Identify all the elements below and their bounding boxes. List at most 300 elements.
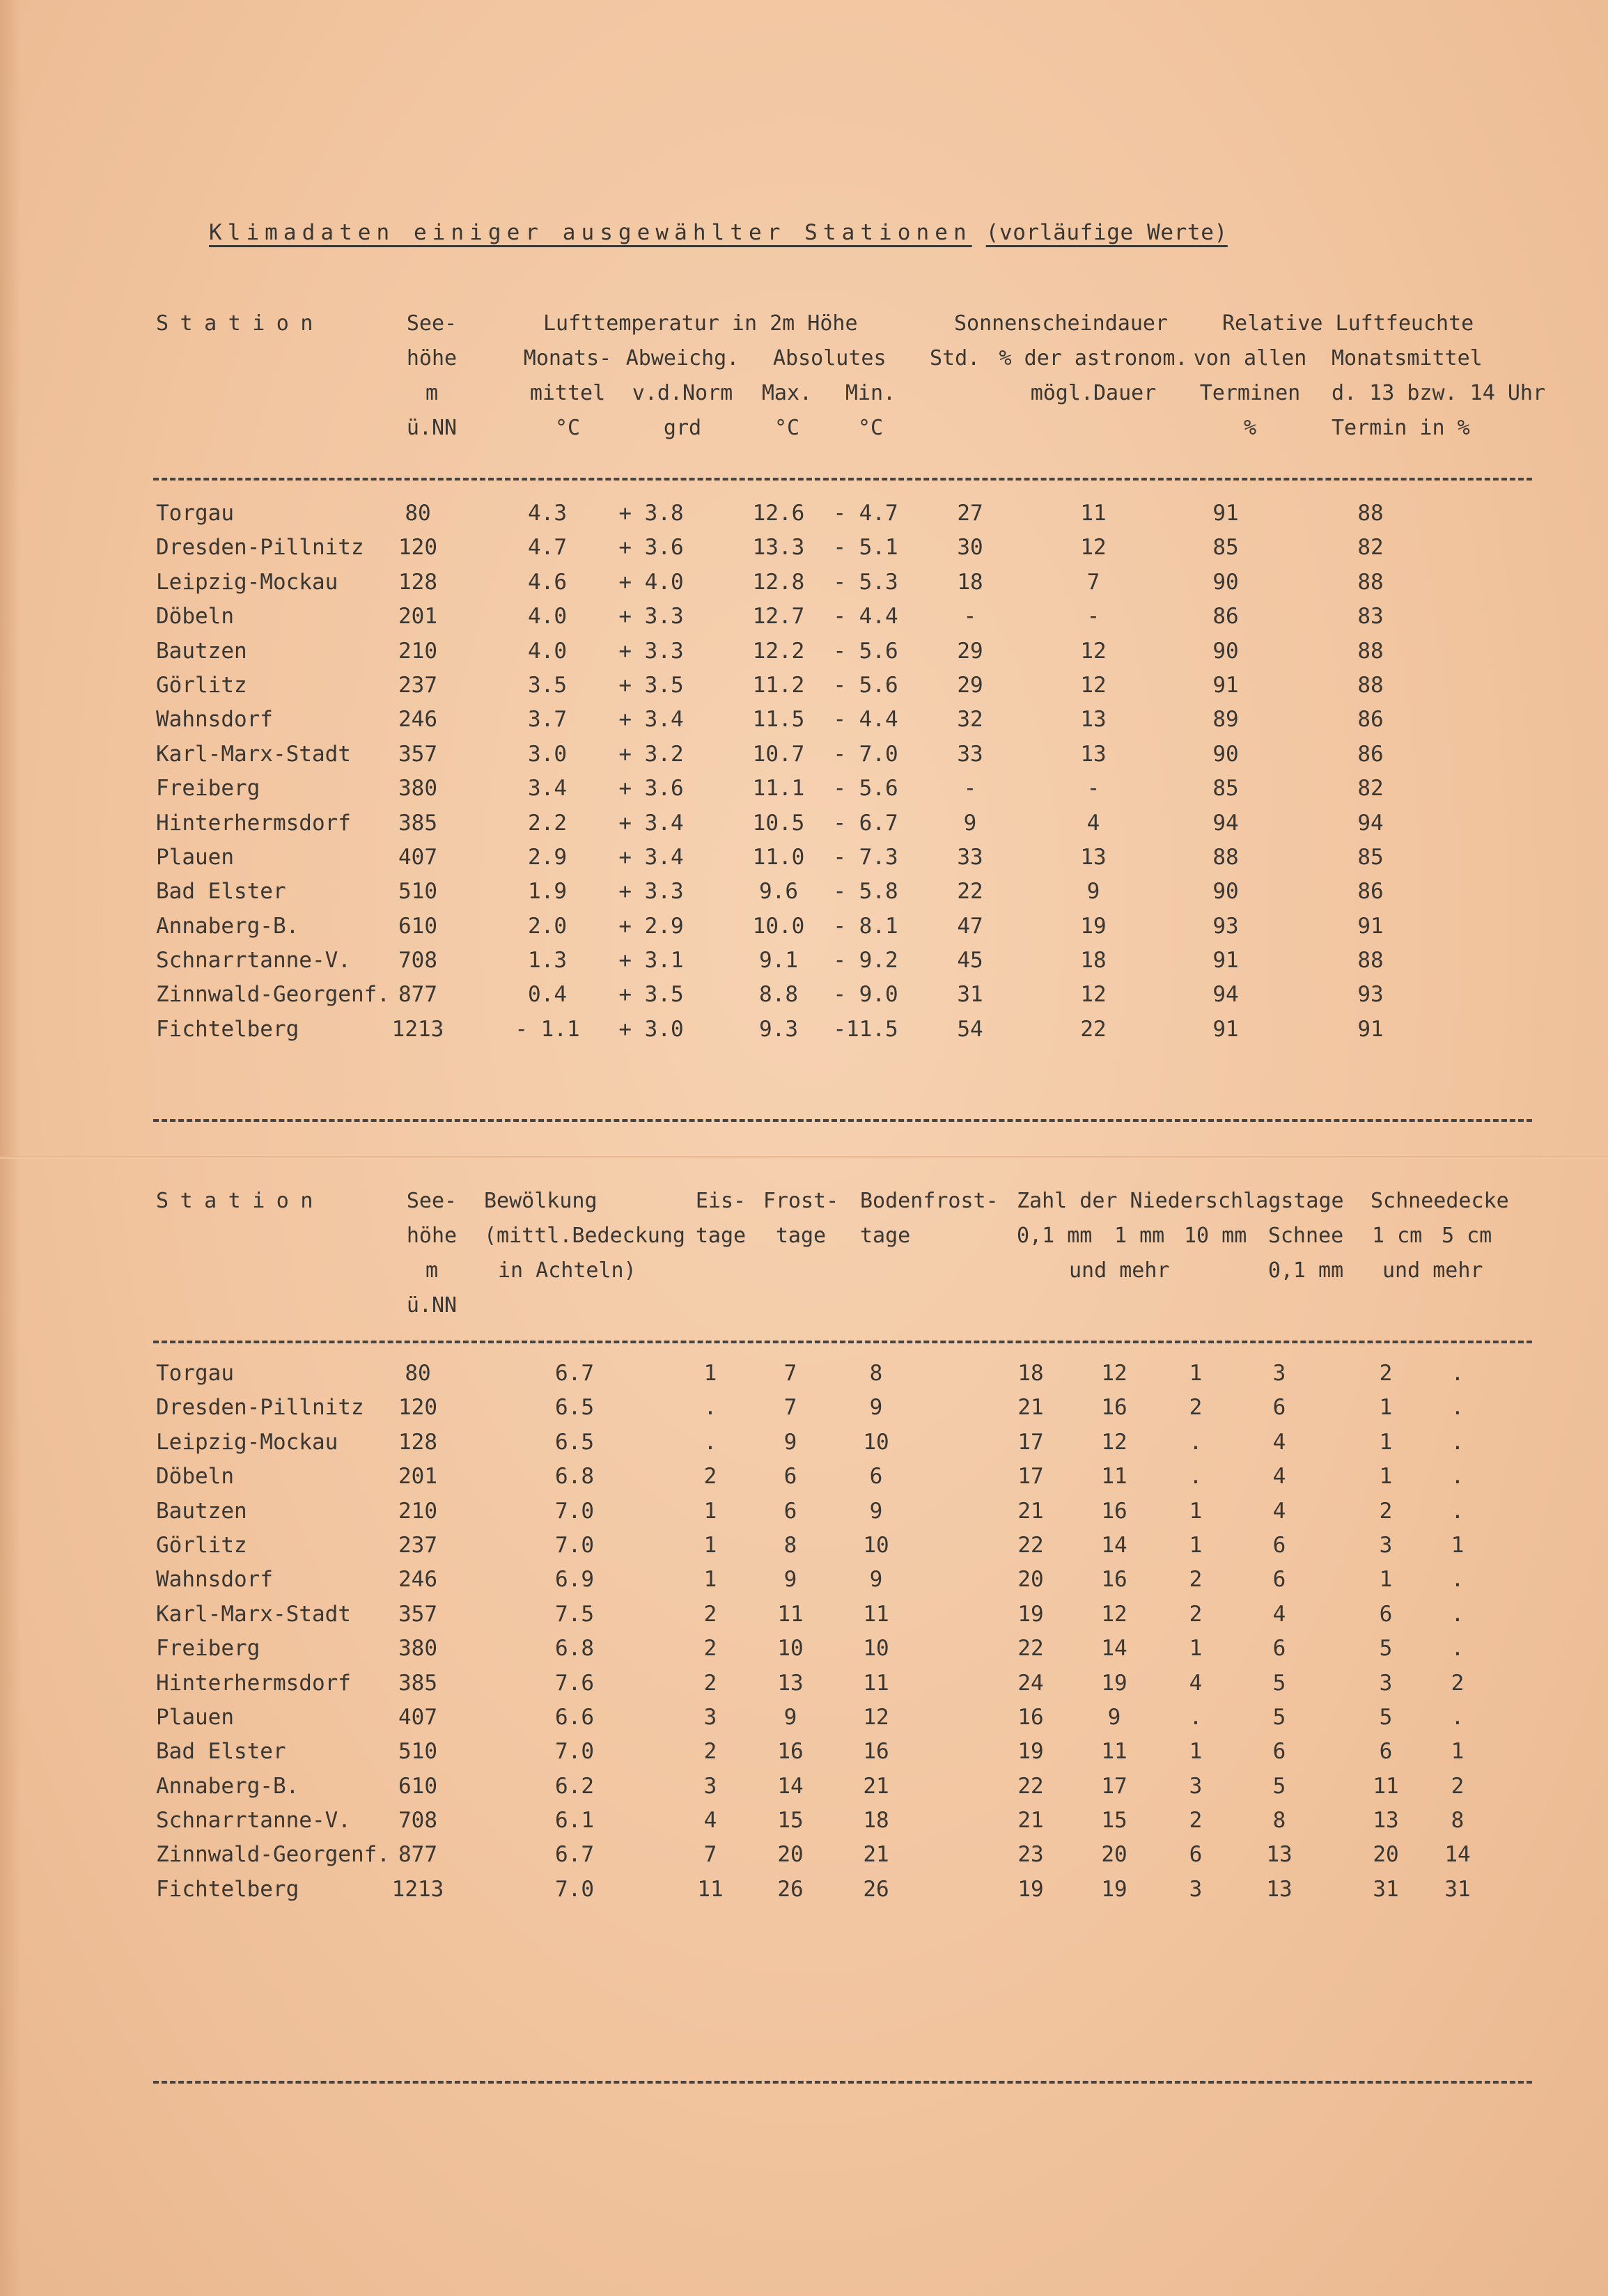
- t2-header-sd5: 5 cm: [1442, 1224, 1492, 1248]
- cell-n1: 12: [1101, 1429, 1127, 1455]
- cell-abweichung: + 3.5: [618, 672, 684, 698]
- cell-sd1: 1: [1379, 1429, 1393, 1455]
- t2-header-niederschlag: Zahl der Niederschlagstage: [1017, 1189, 1344, 1213]
- cell-station-name: Görlitz: [156, 1532, 247, 1558]
- cell-feuchte-alle: 91: [1212, 501, 1239, 526]
- table-row: [0, 1770, 1608, 1804]
- t1-monatsmittel-l1: Monats-: [523, 346, 612, 370]
- t1-header-divider: [153, 478, 1532, 481]
- cell-bodenfrosttage: 10: [863, 1429, 889, 1455]
- cell-min: -11.5: [833, 1016, 898, 1042]
- t1-header-von-allen: [1187, 341, 1313, 446]
- table-row: [0, 978, 1608, 1012]
- t1-header-seehoehe: [390, 306, 474, 446]
- cell-station-name: Bad Elster: [156, 879, 286, 905]
- cell-max: 12.2: [752, 638, 805, 664]
- cell-bewoelkung: 6.8: [555, 1464, 594, 1490]
- t2-bewoelkung-l1: Bewölkung: [484, 1189, 598, 1213]
- cell-n01: 21: [1017, 1498, 1044, 1524]
- table-row: [0, 1494, 1608, 1529]
- cell-max: 8.8: [759, 982, 798, 1008]
- cell-abweichung: + 3.0: [618, 1016, 684, 1042]
- cell-monatsmittel: 4.7: [528, 535, 567, 561]
- t1-von-allen-l3: %: [1243, 416, 1257, 440]
- cell-sd1: 11: [1373, 1773, 1399, 1799]
- cell-feuchte-alle: 88: [1212, 844, 1239, 870]
- cell-frosttage: 9: [783, 1567, 797, 1593]
- cell-sd5: .: [1451, 1704, 1465, 1730]
- cell-station-name: Schnarrtanne-V.: [156, 1808, 351, 1834]
- table2-body: [0, 1357, 1608, 1907]
- cell-sonnenschein-prozent: 19: [1080, 913, 1107, 939]
- t1-seehoehe-l1: See-: [406, 311, 458, 336]
- page-title: [209, 220, 1228, 245]
- cell-feuchte-alle: 94: [1212, 810, 1239, 836]
- cell-seehoehe: 385: [398, 1670, 437, 1696]
- cell-n01: 22: [1017, 1773, 1044, 1799]
- cell-frosttage: 13: [777, 1670, 804, 1696]
- cell-schnee: 8: [1272, 1808, 1286, 1834]
- cell-max: 10.5: [752, 810, 805, 836]
- cell-schnee: 4: [1272, 1601, 1286, 1627]
- cell-sonnenschein-prozent: 22: [1080, 1016, 1107, 1042]
- cell-bodenfrosttage: 26: [863, 1876, 889, 1902]
- t1-monatsmittel-f-l3: Termin in %: [1332, 416, 1470, 440]
- cell-monatsmittel: - 1.1: [515, 1016, 580, 1042]
- cell-monatsmittel: 4.0: [528, 604, 567, 630]
- table-row: [0, 1598, 1608, 1632]
- title-main: Klimadaten einiger ausgewählter Stationen: [209, 220, 972, 245]
- cell-abweichung: + 3.6: [618, 535, 684, 561]
- cell-eistage: 2: [703, 1670, 717, 1696]
- cell-n01: 24: [1017, 1670, 1044, 1696]
- cell-feuchte-alle: 93: [1212, 913, 1239, 939]
- cell-sonnenschein-prozent: 11: [1080, 501, 1107, 526]
- cell-feuchte-termin: 88: [1357, 569, 1384, 595]
- t1-seehoehe-l3: m: [425, 381, 439, 405]
- cell-sd5: .: [1451, 1601, 1465, 1627]
- cell-station-name: Freiberg: [156, 776, 260, 802]
- cell-n1: 12: [1101, 1361, 1127, 1386]
- cell-min: - 9.0: [833, 982, 898, 1008]
- cell-n10: 2: [1189, 1567, 1203, 1593]
- t1-header-absolutes: Absolutes: [773, 346, 887, 370]
- cell-sonnenschein-std: 33: [957, 844, 983, 870]
- cell-sonnenschein-prozent: 7: [1086, 569, 1100, 595]
- cell-sonnenschein-std: 30: [957, 535, 983, 561]
- cell-feuchte-termin: 91: [1357, 913, 1384, 939]
- cell-sonnenschein-std: 9: [963, 810, 977, 836]
- cell-frosttage: 15: [777, 1808, 804, 1834]
- cell-abweichung: + 3.3: [618, 879, 684, 905]
- cell-n01: 21: [1017, 1395, 1044, 1421]
- cell-frosttage: 7: [783, 1395, 797, 1421]
- cell-station-name: Karl-Marx-Stadt: [156, 741, 351, 767]
- cell-n10: 6: [1189, 1842, 1203, 1868]
- cell-n10: 2: [1189, 1601, 1203, 1627]
- cell-eistage: 2: [703, 1636, 717, 1662]
- cell-station-name: Torgau: [156, 1361, 234, 1386]
- cell-station-name: Görlitz: [156, 672, 247, 698]
- cell-min: - 6.7: [833, 810, 898, 836]
- cell-frosttage: 9: [783, 1429, 797, 1455]
- table-row: [0, 1873, 1608, 1907]
- t1-seehoehe-l2: höhe: [406, 346, 458, 370]
- cell-sd5: .: [1451, 1361, 1465, 1386]
- cell-frosttage: 8: [783, 1532, 797, 1558]
- cell-schnee: 5: [1272, 1670, 1286, 1696]
- cell-n10: 1: [1189, 1636, 1203, 1662]
- t2-header-divider: [153, 1341, 1532, 1343]
- cell-feuchte-termin: 83: [1357, 604, 1384, 630]
- cell-sonnenschein-std: 47: [957, 913, 983, 939]
- cell-sd1: 5: [1379, 1636, 1393, 1662]
- cell-abweichung: + 3.4: [618, 707, 684, 733]
- cell-sonnenschein-std: 27: [957, 501, 983, 526]
- t2-seehoehe-l4: ü.NN: [406, 1293, 458, 1318]
- t2-bewoelkung-l3: in Achteln): [498, 1258, 637, 1283]
- cell-sd5: .: [1451, 1636, 1465, 1662]
- cell-station-name: Zinnwald-Georgenf.: [156, 1842, 390, 1868]
- cell-eistage: 7: [703, 1842, 717, 1868]
- cell-max: 11.0: [752, 844, 805, 870]
- cell-bewoelkung: 6.7: [555, 1842, 594, 1868]
- t2-schnee-l2: 0,1 mm: [1267, 1258, 1344, 1283]
- cell-seehoehe: 128: [398, 569, 437, 595]
- cell-seehoehe: 510: [398, 879, 437, 905]
- cell-feuchte-termin: 82: [1357, 535, 1384, 561]
- cell-monatsmittel: 1.3: [528, 948, 567, 974]
- cell-schnee: 6: [1272, 1636, 1286, 1662]
- cell-n10: 1: [1189, 1498, 1203, 1524]
- cell-eistage: 3: [703, 1704, 717, 1730]
- cell-seehoehe: 246: [398, 707, 437, 733]
- table-row: [0, 1357, 1608, 1391]
- table-row: [0, 944, 1608, 978]
- cell-sonnenschein-std: 31: [957, 982, 983, 1008]
- cell-sonnenschein-std: 29: [957, 638, 983, 664]
- cell-sonnenschein-prozent: 12: [1080, 672, 1107, 698]
- cell-eistage: 1: [703, 1361, 717, 1386]
- cell-n01: 17: [1017, 1464, 1044, 1490]
- t1-von-allen-l2: Terminen: [1199, 381, 1301, 405]
- cell-n01: 22: [1017, 1636, 1044, 1662]
- cell-max: 11.2: [752, 672, 805, 698]
- cell-abweichung: + 3.5: [618, 982, 684, 1008]
- cell-feuchte-alle: 91: [1212, 948, 1239, 974]
- cell-bewoelkung: 7.0: [555, 1739, 594, 1765]
- cell-sd1: 3: [1379, 1670, 1393, 1696]
- cell-n01: 18: [1017, 1361, 1044, 1386]
- cell-n1: 9: [1107, 1704, 1121, 1730]
- cell-eistage: 2: [703, 1601, 717, 1627]
- cell-seehoehe: 385: [398, 810, 437, 836]
- cell-monatsmittel: 1.9: [528, 879, 567, 905]
- cell-monatsmittel: 3.7: [528, 707, 567, 733]
- cell-feuchte-alle: 94: [1212, 982, 1239, 1008]
- t2-header-schneedecke: Schneedecke: [1371, 1189, 1509, 1213]
- cell-bodenfrosttage: 9: [869, 1395, 883, 1421]
- cell-sonnenschein-std: -: [963, 604, 977, 630]
- cell-monatsmittel: 2.0: [528, 913, 567, 939]
- cell-bodenfrosttage: 11: [863, 1601, 889, 1627]
- table1-body: [0, 497, 1608, 1047]
- t1-monatsmittel-f-l1: Monatsmittel: [1332, 346, 1483, 370]
- cell-feuchte-alle: 86: [1212, 604, 1239, 630]
- cell-n01: 22: [1017, 1532, 1044, 1558]
- cell-seehoehe: 201: [398, 1464, 437, 1490]
- cell-bodenfrosttage: 6: [869, 1464, 883, 1490]
- cell-bodenfrosttage: 10: [863, 1636, 889, 1662]
- cell-seehoehe: 708: [398, 948, 437, 974]
- cell-seehoehe: 407: [398, 844, 437, 870]
- cell-sonnenschein-std: 54: [957, 1016, 983, 1042]
- cell-sonnenschein-std: -: [963, 776, 977, 802]
- cell-seehoehe: 357: [398, 1601, 437, 1627]
- t2-header-n01: 0,1 mm: [1017, 1224, 1093, 1248]
- cell-bewoelkung: 6.7: [555, 1361, 594, 1386]
- cell-seehoehe: 201: [398, 604, 437, 630]
- t2-header-frosttage: [756, 1184, 846, 1254]
- cell-feuchte-alle: 90: [1212, 569, 1239, 595]
- cell-station-name: Bautzen: [156, 1498, 247, 1524]
- cell-n10: 2: [1189, 1395, 1203, 1421]
- cell-sd1: 2: [1379, 1498, 1393, 1524]
- t1-max-l2: °C: [774, 416, 800, 440]
- cell-bodenfrosttage: 21: [863, 1842, 889, 1868]
- cell-feuchte-termin: 88: [1357, 672, 1384, 698]
- cell-n01: 20: [1017, 1567, 1044, 1593]
- cell-frosttage: 6: [783, 1464, 797, 1490]
- cell-n10: 1: [1189, 1361, 1203, 1386]
- cell-seehoehe: 510: [398, 1739, 437, 1765]
- cell-n10: 1: [1189, 1532, 1203, 1558]
- cell-frosttage: 7: [783, 1361, 797, 1386]
- cell-schnee: 6: [1272, 1567, 1286, 1593]
- table-row: [0, 841, 1608, 875]
- cell-seehoehe: 877: [398, 1842, 437, 1868]
- cell-schnee: 6: [1272, 1532, 1286, 1558]
- cell-bewoelkung: 6.8: [555, 1636, 594, 1662]
- t1-header-monatsmittel: [508, 341, 627, 446]
- cell-n1: 16: [1101, 1567, 1127, 1593]
- cell-sonnenschein-prozent: 13: [1080, 844, 1107, 870]
- t1-min-l1: Min.: [845, 381, 896, 405]
- cell-n01: 19: [1017, 1601, 1044, 1627]
- cell-sonnenschein-std: 45: [957, 948, 983, 974]
- cell-feuchte-alle: 90: [1212, 741, 1239, 767]
- cell-seehoehe: 708: [398, 1808, 437, 1834]
- cell-feuchte-alle: 91: [1212, 1016, 1239, 1042]
- cell-abweichung: + 3.8: [618, 501, 684, 526]
- cell-max: 12.8: [752, 569, 805, 595]
- cell-station-name: Zinnwald-Georgenf.: [156, 982, 390, 1008]
- cell-bodenfrosttage: 10: [863, 1532, 889, 1558]
- cell-feuchte-termin: 85: [1357, 844, 1384, 870]
- cell-station-name: Schnarrtanne-V.: [156, 948, 351, 974]
- table-row: [0, 1666, 1608, 1701]
- cell-monatsmittel: 0.4: [528, 982, 567, 1008]
- cell-sd5: 8: [1451, 1808, 1465, 1834]
- cell-station-name: Plauen: [156, 1704, 234, 1730]
- cell-bodenfrosttage: 9: [869, 1498, 883, 1524]
- cell-bewoelkung: 7.0: [555, 1532, 594, 1558]
- cell-feuchte-termin: 86: [1357, 879, 1384, 905]
- cell-seehoehe: 80: [405, 1361, 431, 1386]
- cell-station-name: Hinterhermsdorf: [156, 1670, 351, 1696]
- table-row: [0, 669, 1608, 703]
- cell-station-name: Fichtelberg: [156, 1876, 299, 1902]
- cell-feuchte-alle: 90: [1212, 879, 1239, 905]
- cell-sd5: .: [1451, 1429, 1465, 1455]
- table-row: [0, 565, 1608, 600]
- cell-max: 12.7: [752, 604, 805, 630]
- cell-n10: .: [1189, 1464, 1203, 1490]
- cell-sd1: 6: [1379, 1739, 1393, 1765]
- t1-header-std: Std.: [930, 346, 981, 370]
- cell-n01: 16: [1017, 1704, 1044, 1730]
- t1-von-allen-l1: von allen: [1193, 346, 1307, 370]
- table-row: [0, 806, 1608, 841]
- table-row: [0, 1460, 1608, 1494]
- cell-seehoehe: 357: [398, 741, 437, 767]
- t2-header-bodenfrosttage: [860, 1184, 999, 1254]
- cell-bewoelkung: 6.2: [555, 1773, 594, 1799]
- cell-feuchte-termin: 82: [1357, 776, 1384, 802]
- cell-min: - 4.4: [833, 707, 898, 733]
- cell-eistage: .: [703, 1395, 717, 1421]
- cell-station-name: Freiberg: [156, 1636, 260, 1662]
- cell-n1: 15: [1101, 1808, 1127, 1834]
- cell-sd5: 14: [1444, 1842, 1471, 1868]
- t1-monatsmittel-l3: °C: [554, 416, 581, 440]
- cell-station-name: Fichtelberg: [156, 1016, 299, 1042]
- t1-header-abweichung: [620, 341, 745, 446]
- table-row: [0, 1735, 1608, 1769]
- cell-monatsmittel: 2.9: [528, 844, 567, 870]
- cell-eistage: 1: [703, 1532, 717, 1558]
- cell-schnee: 4: [1272, 1429, 1286, 1455]
- cell-n1: 11: [1101, 1464, 1127, 1490]
- cell-sonnenschein-std: 32: [957, 707, 983, 733]
- cell-bodenfrosttage: 21: [863, 1773, 889, 1799]
- cell-max: 11.5: [752, 707, 805, 733]
- t2-header-eistage: [679, 1184, 763, 1254]
- cell-max: 12.6: [752, 501, 805, 526]
- cell-bewoelkung: 7.0: [555, 1876, 594, 1902]
- table-row: [0, 634, 1608, 669]
- section-divider: [153, 1119, 1532, 1122]
- cell-feuchte-termin: 86: [1357, 707, 1384, 733]
- cell-bewoelkung: 7.5: [555, 1601, 594, 1627]
- cell-sd1: 5: [1379, 1704, 1393, 1730]
- cell-sonnenschein-std: 18: [957, 569, 983, 595]
- cell-feuchte-termin: 93: [1357, 982, 1384, 1008]
- cell-seehoehe: 120: [398, 1395, 437, 1421]
- cell-schnee: 3: [1272, 1361, 1286, 1386]
- cell-seehoehe: 380: [398, 1636, 437, 1662]
- cell-monatsmittel: 3.4: [528, 776, 567, 802]
- cell-n1: 19: [1101, 1876, 1127, 1902]
- cell-max: 11.1: [752, 776, 805, 802]
- cell-feuchte-termin: 88: [1357, 638, 1384, 664]
- cell-sonnenschein-prozent: 13: [1080, 741, 1107, 767]
- cell-eistage: .: [703, 1429, 717, 1455]
- cell-n10: 2: [1189, 1808, 1203, 1834]
- t2-header-und-mehr: und mehr: [1069, 1258, 1170, 1283]
- t1-header-station: Station: [156, 311, 325, 336]
- t2-bewoelkung-l2: (mittl.Bedeckung: [484, 1224, 685, 1248]
- cell-sd5: 1: [1451, 1739, 1465, 1765]
- cell-station-name: Torgau: [156, 501, 234, 526]
- t2-bodenfrosttage-l2: tage: [860, 1224, 911, 1248]
- t2-schnee-l1: Schnee: [1267, 1224, 1344, 1248]
- cell-n1: 16: [1101, 1395, 1127, 1421]
- cell-bodenfrosttage: 9: [869, 1567, 883, 1593]
- table-row: [0, 531, 1608, 565]
- table-row: [0, 703, 1608, 737]
- table-row: [0, 1013, 1608, 1047]
- cell-n1: 17: [1101, 1773, 1127, 1799]
- table-row: [0, 1426, 1608, 1460]
- cell-feuchte-alle: 85: [1212, 776, 1239, 802]
- cell-sd1: 20: [1373, 1842, 1399, 1868]
- cell-sonnenschein-prozent: 18: [1080, 948, 1107, 974]
- cell-min: - 5.6: [833, 776, 898, 802]
- cell-station-name: Leipzig-Mockau: [156, 1429, 338, 1455]
- cell-sd1: 1: [1379, 1395, 1393, 1421]
- t1-header-prozent-astro: [996, 341, 1191, 411]
- cell-monatsmittel: 3.5: [528, 672, 567, 698]
- cell-feuchte-termin: 88: [1357, 501, 1384, 526]
- cell-sd1: 1: [1379, 1567, 1393, 1593]
- t2-eistage-l2: tage: [695, 1224, 747, 1248]
- cell-bewoelkung: 6.9: [555, 1567, 594, 1593]
- cell-n1: 16: [1101, 1498, 1127, 1524]
- cell-sd1: 6: [1379, 1601, 1393, 1627]
- cell-schnee: 6: [1272, 1739, 1286, 1765]
- t1-prozent-astro-l2: mögl.Dauer: [1030, 381, 1157, 405]
- cell-station-name: Annaberg-B.: [156, 913, 299, 939]
- cell-feuchte-alle: 85: [1212, 535, 1239, 561]
- cell-station-name: Hinterhermsdorf: [156, 810, 351, 836]
- cell-eistage: 4: [703, 1808, 717, 1834]
- cell-min: - 5.1: [833, 535, 898, 561]
- cell-abweichung: + 3.3: [618, 638, 684, 664]
- cell-sd1: 2: [1379, 1361, 1393, 1386]
- cell-seehoehe: 210: [398, 638, 437, 664]
- cell-n10: 1: [1189, 1739, 1203, 1765]
- cell-sd5: .: [1451, 1464, 1465, 1490]
- cell-station-name: Plauen: [156, 844, 234, 870]
- t2-header-bewoelkung: [484, 1184, 685, 1288]
- t2-seehoehe-l2: höhe: [406, 1224, 458, 1248]
- cell-station-name: Döbeln: [156, 604, 234, 630]
- t2-bodenfrosttage-l1: Bodenfrost-: [860, 1189, 999, 1213]
- cell-sd5: .: [1451, 1395, 1465, 1421]
- t2-eistage-l1: Eis-: [695, 1189, 747, 1213]
- cell-monatsmittel: 4.3: [528, 501, 567, 526]
- cell-bewoelkung: 7.6: [555, 1670, 594, 1696]
- cell-seehoehe: 407: [398, 1704, 437, 1730]
- t1-seehoehe-l4: ü.NN: [406, 416, 458, 440]
- paper-edge-shadow: [0, 0, 21, 2296]
- cell-seehoehe: 237: [398, 1532, 437, 1558]
- cell-station-name: Wahnsdorf: [156, 1567, 273, 1593]
- cell-seehoehe: 1213: [391, 1016, 444, 1042]
- cell-schnee: 5: [1272, 1773, 1286, 1799]
- paper-fold-line: [0, 1156, 1608, 1159]
